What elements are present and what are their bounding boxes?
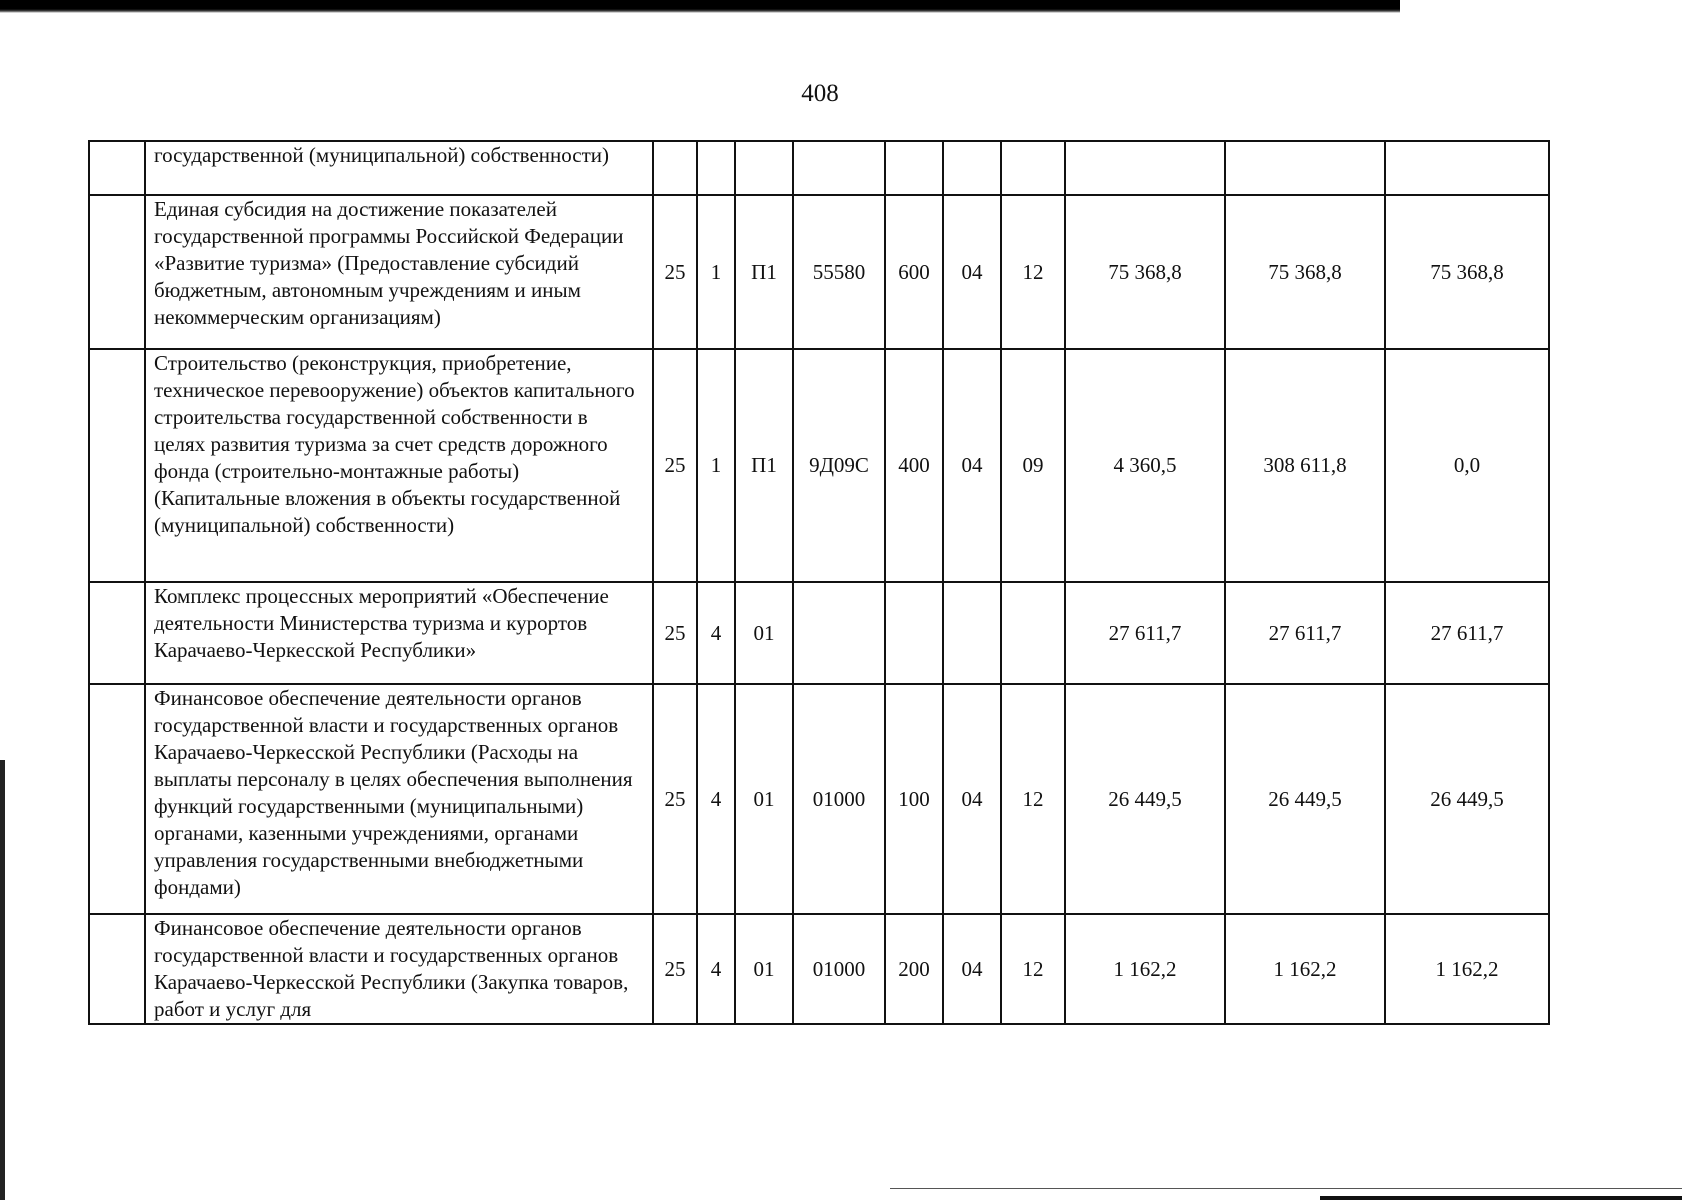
amount-year-3-cell: 75 368,8 [1385,195,1549,349]
program-code-cell: 4 [697,684,735,914]
amount-year-2-cell [1225,141,1385,195]
amount-year-3-cell: 27 611,7 [1385,582,1549,684]
chapter-cell [943,582,1001,684]
section-code-cell: 01 [735,914,793,1024]
ministry-code-cell: 25 [653,582,697,684]
description-cell: Комплекс процессных мероприятий «Обеспечение деятельности Министерства туризма и курортов Карачаево-Черкесской Республики» [145,582,653,684]
amount-year-1-cell: 1 162,2 [1065,914,1225,1024]
ministry-code-cell: 25 [653,914,697,1024]
budget-table-body [89,141,1549,1024]
direction-code-cell: 01000 [793,684,885,914]
description-cell: государственной (муниципальной) собственности) [145,141,653,195]
ministry-code-cell [653,141,697,195]
page-number: 408 [801,80,839,107]
subsection-cell: 12 [1001,195,1065,349]
ministry-code-cell: 25 [653,684,697,914]
program-code-cell: 1 [697,349,735,582]
scan-edge-left [0,760,5,1200]
amount-year-2-cell: 308 611,8 [1225,349,1385,582]
ministry-code-cell: 25 [653,195,697,349]
description-cell: Финансовое обеспечение деятельности органов государственной власти и государственных органов Карачаево-Черкесской Республики (Расходы на выплаты персоналу в целях обеспечения выполнения функций государственными (муниципальными) органами, казенными учреждениями, органами управления государственными внебюджетными фондами) [145,684,653,914]
table-row [89,914,1549,1024]
direction-code-cell [793,141,885,195]
section-code-cell: П1 [735,195,793,349]
amount-year-1-cell: 26 449,5 [1065,684,1225,914]
direction-code-cell: 9Д09С [793,349,885,582]
budget-table [88,140,1550,1025]
amount-year-2-cell: 1 162,2 [1225,914,1385,1024]
chapter-cell: 04 [943,914,1001,1024]
expense-type-cell [885,141,943,195]
amount-year-3-cell [1385,141,1549,195]
row-number-cell [89,349,145,582]
scan-edge-top [0,0,1400,13]
table-row [89,195,1549,349]
chapter-cell: 04 [943,684,1001,914]
ministry-code-cell: 25 [653,349,697,582]
amount-year-2-cell: 75 368,8 [1225,195,1385,349]
row-number-cell [89,684,145,914]
chapter-cell: 04 [943,349,1001,582]
chapter-cell: 04 [943,195,1001,349]
program-code-cell: 4 [697,582,735,684]
section-code-cell: 01 [735,582,793,684]
subsection-cell [1001,582,1065,684]
expense-type-cell: 400 [885,349,943,582]
subsection-cell: 09 [1001,349,1065,582]
program-code-cell [697,141,735,195]
chapter-cell [943,141,1001,195]
table-row [89,141,1549,195]
table-row [89,349,1549,582]
direction-code-cell [793,582,885,684]
amount-year-1-cell: 75 368,8 [1065,195,1225,349]
description-cell: Единая субсидия на достижение показателей государственной программы Российской Федерации «Развитие туризма» (Предоставление субсидий бюджетным, автономным учреждениям и иным некоммерческим организациям) [145,195,653,349]
section-code-cell: 01 [735,684,793,914]
subsection-cell [1001,141,1065,195]
subsection-cell: 12 [1001,914,1065,1024]
program-code-cell: 4 [697,914,735,1024]
expense-type-cell [885,582,943,684]
expense-type-cell: 200 [885,914,943,1024]
scan-edge-bottom-bar [1320,1196,1682,1200]
amount-year-3-cell: 1 162,2 [1385,914,1549,1024]
expense-type-cell: 100 [885,684,943,914]
amount-year-1-cell [1065,141,1225,195]
row-number-cell [89,195,145,349]
amount-year-1-cell: 27 611,7 [1065,582,1225,684]
scan-edge-bottom-rule [890,1188,1682,1189]
amount-year-2-cell: 26 449,5 [1225,684,1385,914]
direction-code-cell: 01000 [793,914,885,1024]
table-row [89,582,1549,684]
table-row [89,684,1549,914]
amount-year-3-cell: 0,0 [1385,349,1549,582]
row-number-cell [89,141,145,195]
amount-year-2-cell: 27 611,7 [1225,582,1385,684]
description-cell: Финансовое обеспечение деятельности органов государственной власти и государственных органов Карачаево-Черкесской Республики (Закупка товаров, работ и услуг для [145,914,653,1024]
row-number-cell [89,914,145,1024]
amount-year-1-cell: 4 360,5 [1065,349,1225,582]
subsection-cell: 12 [1001,684,1065,914]
section-code-cell [735,141,793,195]
description-cell: Строительство (реконструкция, приобретение, техническое перевооружение) объектов капитального строительства государственной собственности в целях развития туризма за счет средств дорожного фонда (строительно-монтажные работы) (Капитальные вложения в объекты государственной (муниципальной) собственности) [145,349,653,582]
direction-code-cell: 55580 [793,195,885,349]
program-code-cell: 1 [697,195,735,349]
expense-type-cell: 600 [885,195,943,349]
section-code-cell: П1 [735,349,793,582]
row-number-cell [89,582,145,684]
amount-year-3-cell: 26 449,5 [1385,684,1549,914]
